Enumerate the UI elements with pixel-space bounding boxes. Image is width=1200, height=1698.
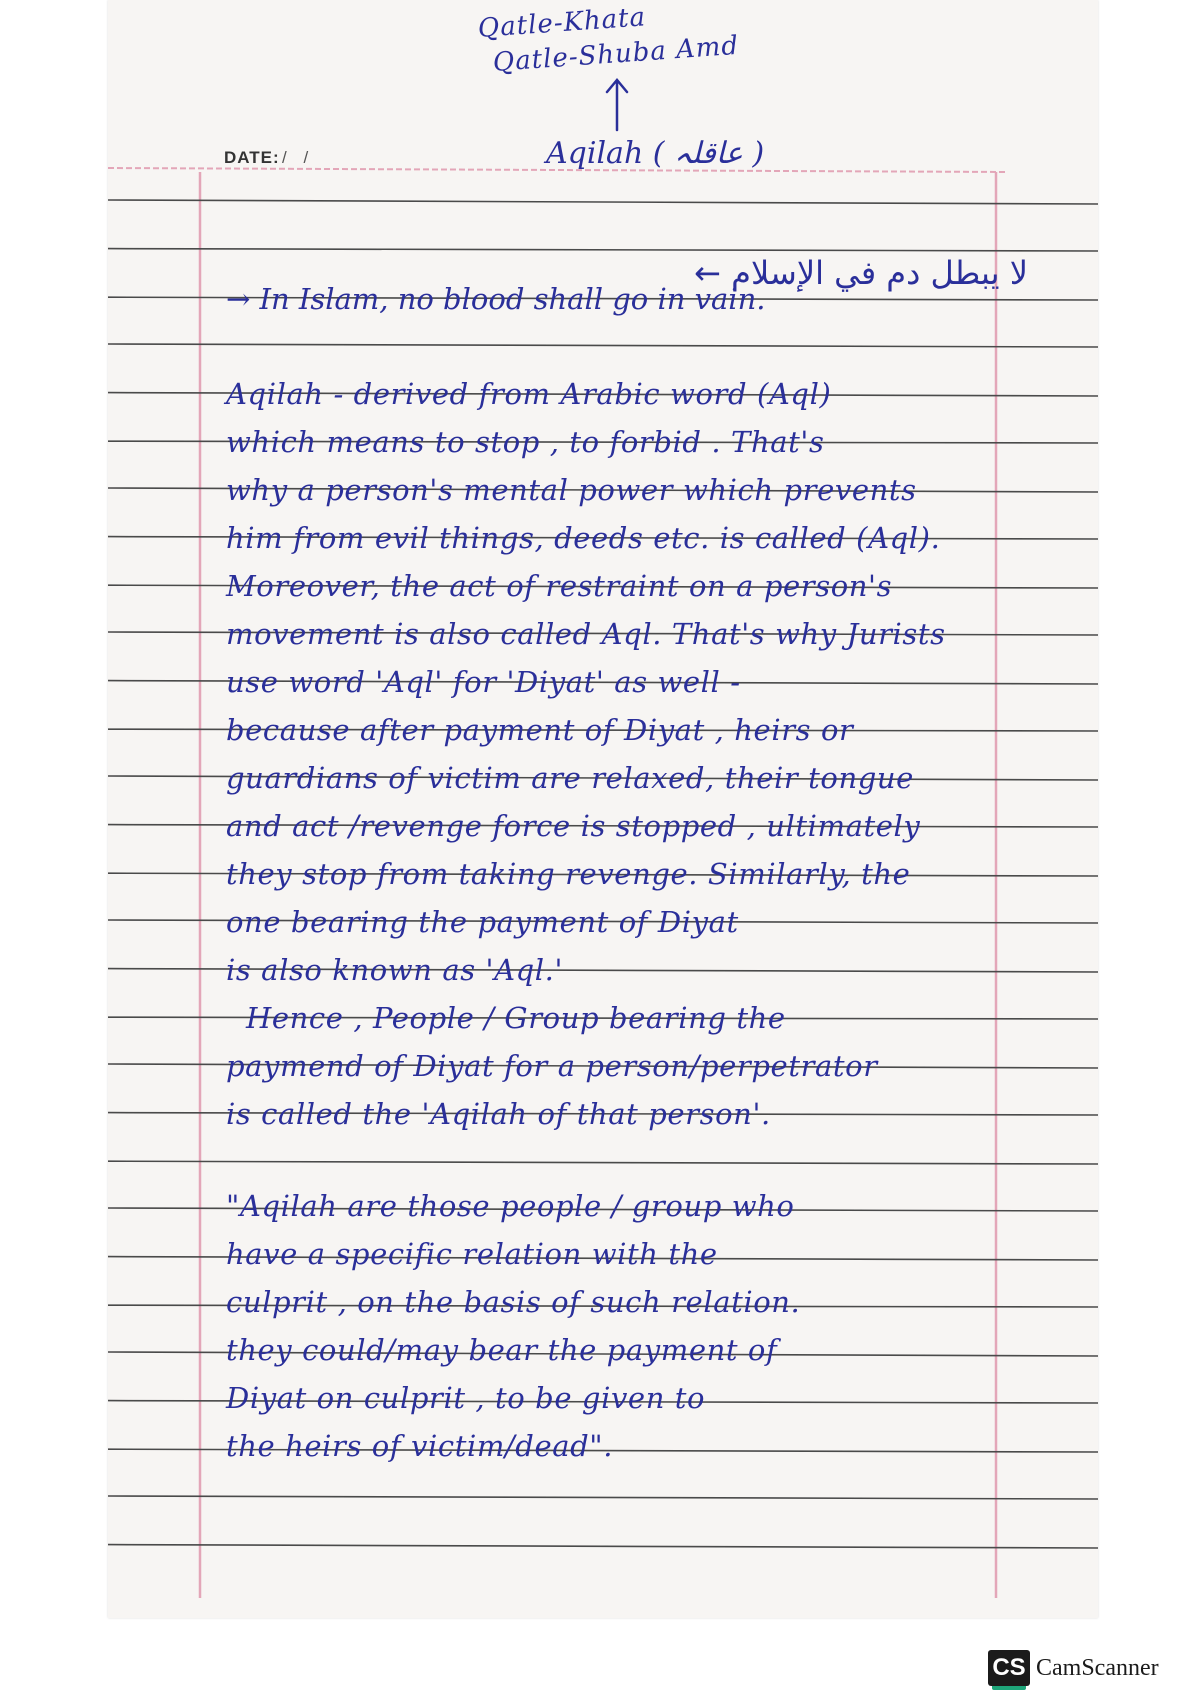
ruled-line <box>108 1161 1098 1164</box>
ruled-line <box>108 249 1098 251</box>
top-note-qatle-shuba-amd: Qatle-Shuba Amd <box>491 30 740 78</box>
note-line: movement is also called Aql. That's why Jurists <box>226 617 946 651</box>
note-line: Aqilah - derived from Arabic word (Aql) <box>226 377 832 411</box>
ruled-line <box>108 344 1098 347</box>
quote-line: "Aqilah are those people / group who <box>226 1189 795 1223</box>
notebook-page <box>108 0 1098 1618</box>
date-label: DATE: <box>224 148 280 167</box>
note-line: they stop from taking revenge. Similarly, the <box>226 857 911 891</box>
note-line: paymend of Diyat for a person/perpetrator <box>226 1049 878 1083</box>
camscanner-watermark <box>988 1650 1159 1686</box>
note-line: is also known as 'Aql.' <box>226 953 564 987</box>
arabic-quote: لا يبطل دم في الإسلام ← <box>694 254 1028 292</box>
top-note-qatle-khata: Qatle-Khata <box>476 2 648 44</box>
quote-line: Diyat on culprit , to be given to <box>226 1381 706 1415</box>
camscanner-label: CamScanner <box>1036 1654 1159 1681</box>
note-line: because after payment of Diyat , heirs or <box>226 713 854 747</box>
ruled-line <box>108 1545 1098 1548</box>
quote-line: they could/may bear the payment of <box>226 1333 778 1367</box>
ruled-line <box>108 200 1098 204</box>
note-line: why a person's mental power which prevents <box>226 473 917 507</box>
quote-line: have a specific relation with the <box>226 1237 718 1271</box>
note-line: Hence , People / Group bearing the <box>246 1001 786 1035</box>
camscanner-logo-icon: CS <box>988 1650 1030 1686</box>
note-line: guardians of victim are relaxed, their tongue <box>226 761 914 795</box>
quote-line: the heirs of victim/dead". <box>226 1429 614 1463</box>
up-arrow-icon <box>602 76 632 132</box>
ruled-line <box>108 1496 1098 1499</box>
note-line: him from evil things, deeds etc. is called (Aql). <box>226 521 941 555</box>
note-line: is called the 'Aqilah of that person'. <box>226 1097 771 1131</box>
note-line: which means to stop , to forbid . That's <box>226 425 825 459</box>
note-line: one bearing the payment of Diyat <box>226 905 739 939</box>
note-line: and act /revenge force is stopped , ultimately <box>226 809 921 843</box>
note-line: use word 'Aql' for 'Diyat' as well - <box>226 665 741 699</box>
translation-line: → In Islam, no blood shall go in vain. <box>226 282 766 316</box>
date-field: / / <box>282 148 315 167</box>
note-line: Moreover, the act of restraint on a person's <box>226 569 893 603</box>
quote-line: culprit , on the basis of such relation. <box>226 1285 801 1319</box>
page-title: Aqilah ( عاقلہ ) <box>546 136 765 171</box>
